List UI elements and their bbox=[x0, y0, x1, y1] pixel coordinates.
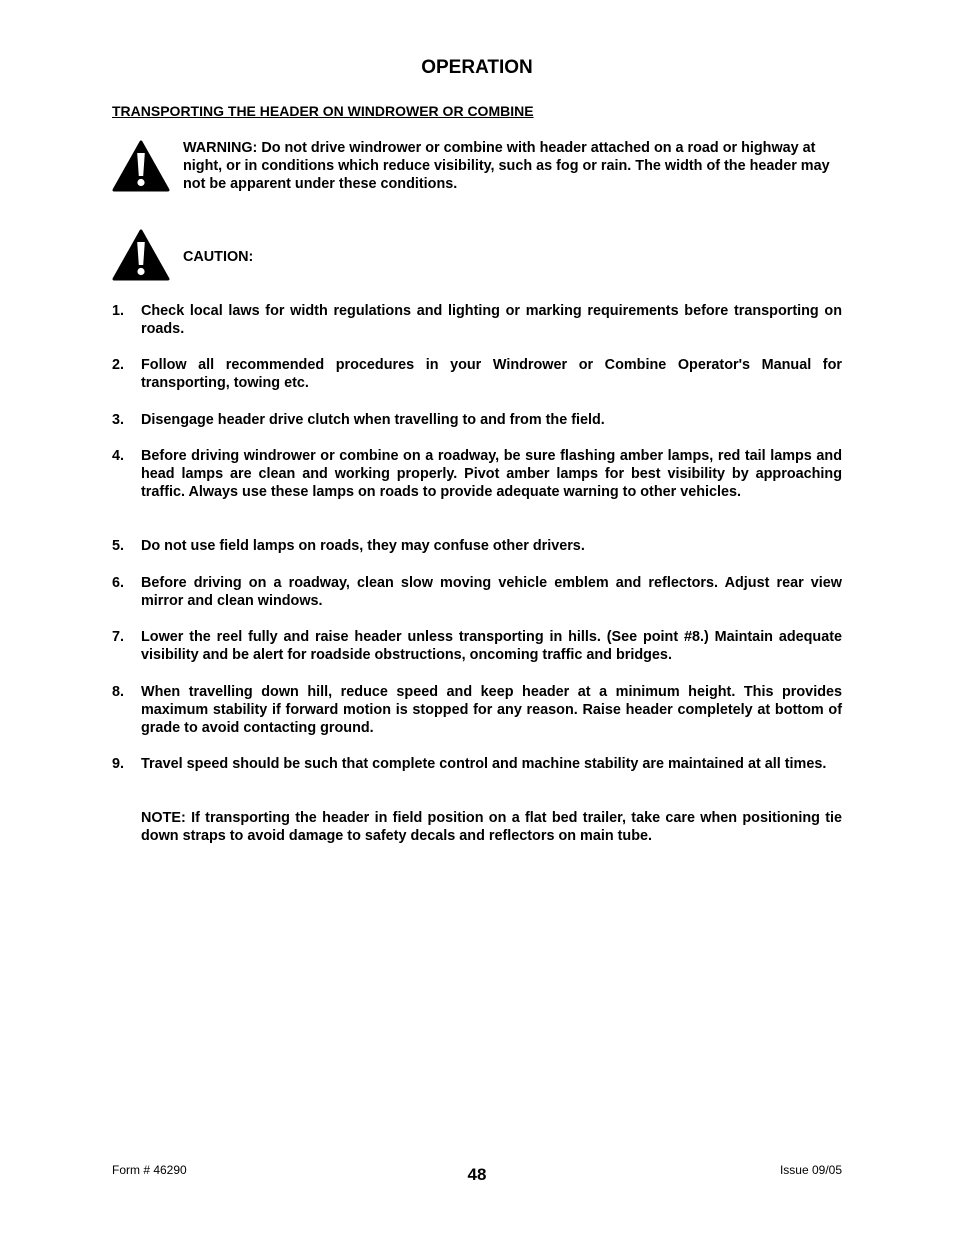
warning-triangle-icon bbox=[112, 140, 170, 192]
page-title: OPERATION bbox=[421, 57, 533, 78]
step-number: 1. bbox=[112, 303, 125, 319]
caution-label: CAUTION: bbox=[183, 249, 254, 265]
step-text: Check local laws for width regulations and lighting or marking requirements before transporting on roads. bbox=[141, 303, 842, 338]
caution-triangle-icon bbox=[112, 229, 170, 281]
section-title: TRANSPORTING THE HEADER ON WINDROWER OR COMBINE bbox=[112, 103, 534, 119]
step-text: Do not use field lamps on roads, they may confuse other drivers. bbox=[141, 538, 585, 554]
form-number: Form # 46290 bbox=[112, 1163, 187, 1177]
step-text: Follow all recommended procedures in your Windrower or Combine Operator's Manual for transporting, towing etc. bbox=[141, 357, 842, 392]
step-number: 5. bbox=[112, 538, 125, 554]
step-number: 4. bbox=[112, 448, 125, 464]
step-number: 3. bbox=[112, 412, 125, 428]
step-number: 6. bbox=[112, 575, 125, 591]
issue-date: Issue 09/05 bbox=[779, 1163, 842, 1177]
step-number: 2. bbox=[112, 357, 125, 373]
step-text: Lower the reel fully and raise header unless transporting in hills. (See point #8.) Maintain adequate visibility and be alert for roadside obstructions, oncoming traffic and bridges. bbox=[141, 629, 842, 664]
step-number: 9. bbox=[112, 756, 125, 772]
step-text: Before driving on a roadway, clean slow moving vehicle emblem and reflectors. Adjust rear view mirror and clean windows. bbox=[141, 575, 842, 610]
warning-text: WARNING: Do not drive windrower or combine with header attached on a road or highway at night, or in conditions which reduce visibility, such as fog or rain. The width of the header may not be apparent under these conditions. bbox=[183, 140, 830, 193]
step-text: Before driving windrower or combine on a roadway, be sure flashing amber lamps, red tail lamps and head lamps are clean and working properly. Pivot amber lamps for best visibility by approaching traffic. Always use these lamps on roads to provide adequate warning to other vehicles. bbox=[141, 448, 842, 501]
step-text: Disengage header drive clutch when travelling to and from the field. bbox=[141, 412, 605, 428]
transport-note: NOTE: If transporting the header in field position on a flat bed trailer, take care when positioning tie down straps to avoid damage to safety decals and reflectors on main tube. bbox=[141, 810, 842, 845]
step-text: Travel speed should be such that complete control and machine stability are maintained at all times. bbox=[141, 756, 827, 772]
step-number: 8. bbox=[112, 684, 125, 700]
step-text: When travelling down hill, reduce speed and keep header at a minimum height. This provides maximum stability if forward motion is stopped for any reason. Raise header completely at bottom of grade to avoid contacting ground. bbox=[141, 684, 842, 737]
step-number: 7. bbox=[112, 629, 125, 645]
page-number: 48 bbox=[467, 1165, 487, 1184]
